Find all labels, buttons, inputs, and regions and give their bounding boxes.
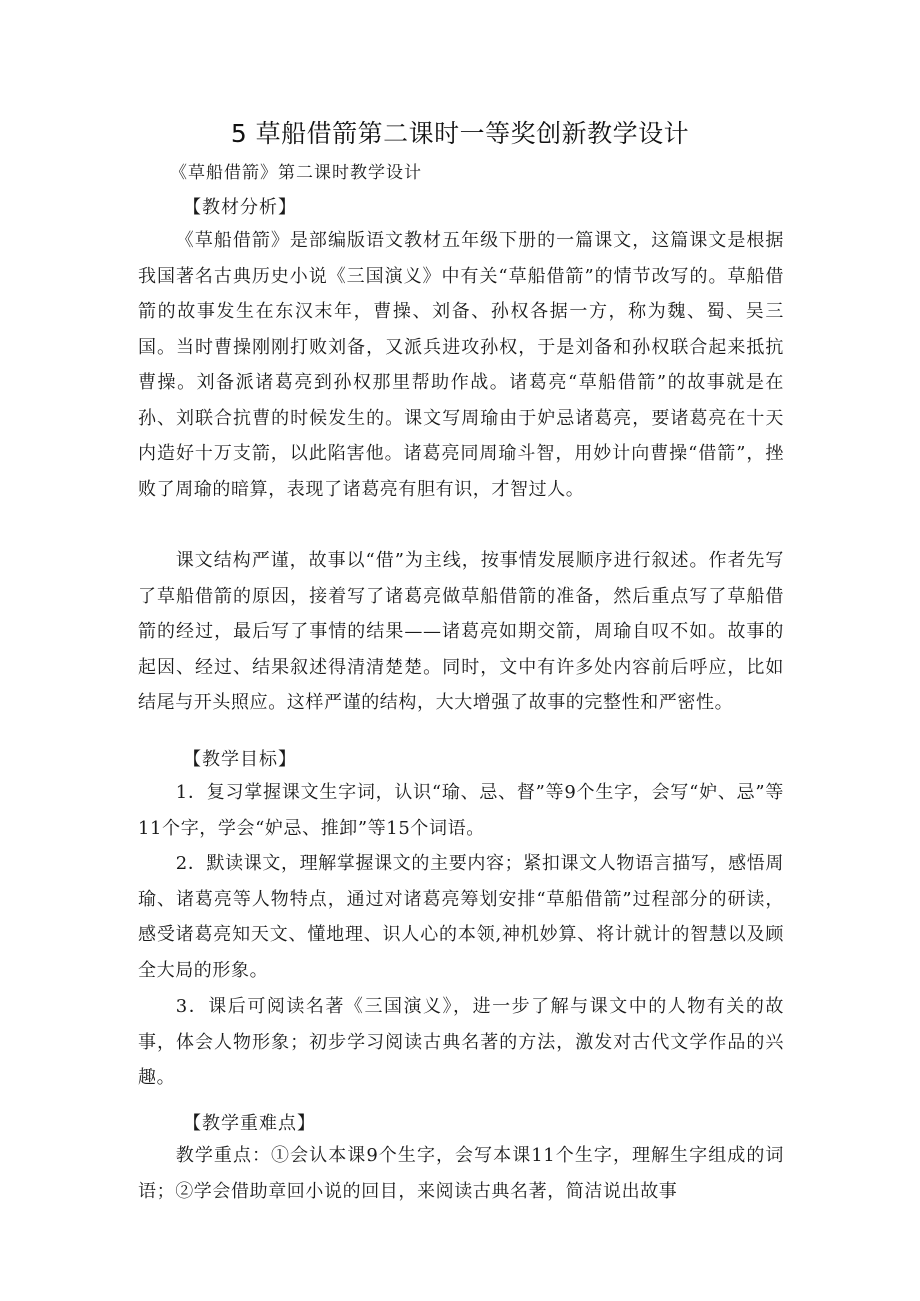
goal-item-2: 2．默读课文，理解掌握课文的主要内容；紧扣课文人物语言描写，感悟周瑜、诸葛亮等人物特点，通过对诸葛亮筹划安排“草船借箭”过程部分的研读，感受诸葛亮知天文、懂地理、识人心的本领,神机妙算、将计就计的智慧以及顾全大局的形象。 (138, 853, 784, 981)
paragraph-material-1: 《草船借箭》是部编版语文教材五年级下册的一篇课文，这篇课文是根据我国著名古典历史小说《三国演义》中有关“草船借箭”的情节改写的。草船借箭的故事发生在东汉末年，曹操、刘备、孙权各据一方，称为魏、蜀、吴三国。当时曹操刚刚打败刘备，又派兵进攻孙权，于是刘备和孙权联合起来抵抗曹操。刘备派诸葛亮到孙权那里帮助作战。诸葛亮“草船借箭”的故事就是在孙、刘联合抗曹的时候发生的。课文写周瑜由于妒忌诸葛亮，要诸葛亮在十天内造好十万支箭，以此陷害他。诸葛亮同周瑜斗智，用妙计向曹操“借箭”，挫败了周瑜的暗算，表现了诸葛亮有胆有识，才智过人。 (138, 230, 784, 500)
section-heading-goals: 【教学目标】 (183, 749, 297, 770)
section-heading-material: 【教材分析】 (183, 197, 297, 218)
goal-item-3: 3．课后可阅读名著《三国演义》，进一步了解与课文中的人物有关的故事，体会人物形象；初步学习阅读古典名著的方法，激发对古代文学作品的兴趣。 (138, 996, 784, 1088)
document-title: 5 草船借箭第二课时一等奖创新教学设计 (230, 119, 690, 148)
goal-item-1: 1．复习掌握课文生字词，认识“瑜、忌、督”等9个生字，会写“妒、忌”等11个字，学会“妒忌、推卸”等15个词语。 (138, 782, 784, 839)
paragraph-material-2: 课文结构严谨，故事以“借”为主线，按事情发展顺序进行叙述。作者先写了草船借箭的原因，接着写了诸葛亮做草船借箭的准备，然后重点写了草船借箭的经过，最后写了事情的结果——诸葛亮如期交箭，周瑜自叹不如。故事的起因、经过、结果叙述得清清楚楚。同时，文中有许多处内容前后呼应，比如结尾与开头照应。这样严谨的结构，大大增强了故事的完整性和严密性。 (138, 550, 784, 713)
keypoints-paragraph: 教学重点：①会认本课9个生字，会写本课11个生字，理解生字组成的词语；②学会借助章回小说的回目，来阅读古典名著，简洁说出故事 (138, 1145, 784, 1202)
section-heading-keypoints: 【教学重难点】 (183, 1113, 316, 1134)
document-subtitle: 《草船借箭》第二课时教学设计 (170, 163, 422, 183)
